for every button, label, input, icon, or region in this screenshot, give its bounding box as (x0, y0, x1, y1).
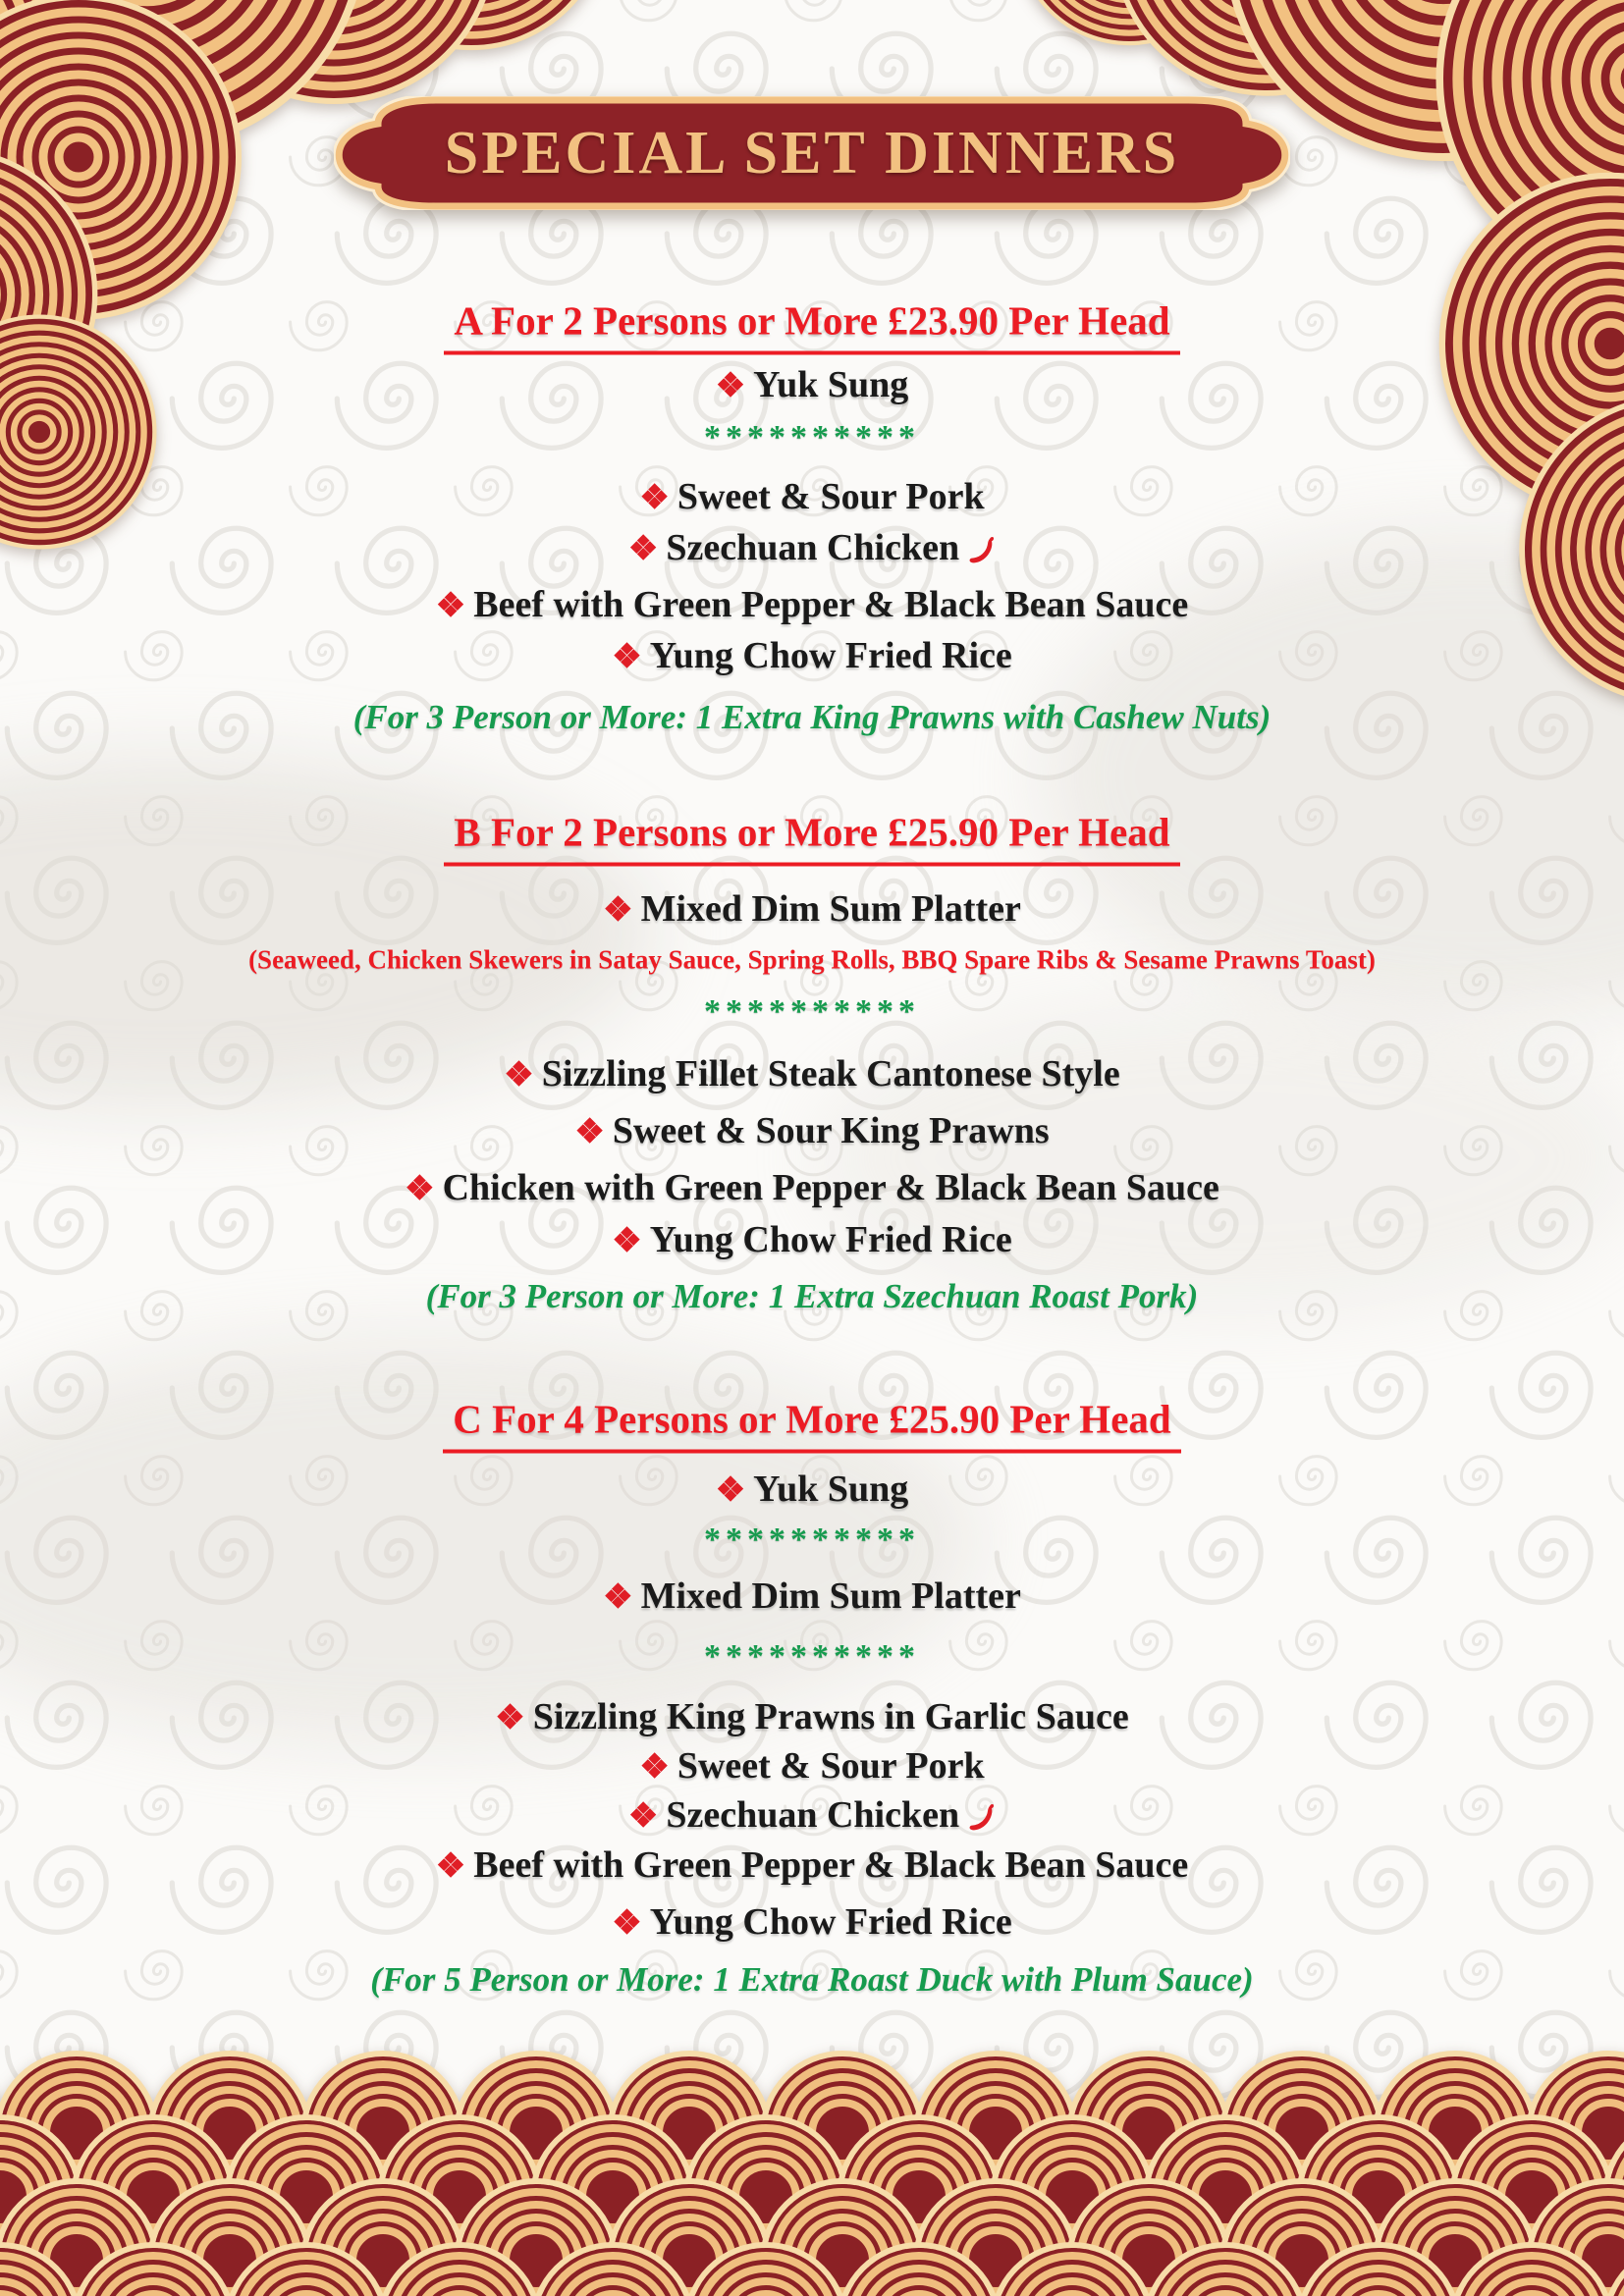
diamond-bullet-icon: ❖ (627, 531, 659, 567)
section-a-heading: A For 2 Persons or More £23.90 Per Head (0, 297, 1624, 355)
section-b-extra-note: (For 3 Person or More: 1 Extra Szechuan Roast Pork) (425, 1277, 1199, 1315)
dish-item: ❖ Szechuan Chicken (0, 1793, 1624, 1837)
diamond-bullet-icon: ❖ (639, 480, 670, 516)
divider-stars: ********** (704, 993, 920, 1030)
diamond-bullet-icon: ❖ (603, 1579, 633, 1616)
title-banner (334, 96, 1290, 210)
section-c-extra-note: (For 5 Person or More: 1 Extra Roast Duck with Plum Sauce) (370, 1960, 1254, 1999)
dish-item: ❖ Mixed Dim Sum Platter (603, 1575, 1021, 1617)
diamond-bullet-icon: ❖ (612, 1223, 642, 1259)
dish-item: ❖ Yung Chow Fried Rice (612, 635, 1012, 676)
dish-item: ❖ Sweet & Sour King Prawns (574, 1110, 1050, 1151)
dish-item: ❖ Yuk Sung (715, 364, 909, 405)
diamond-bullet-icon: ❖ (574, 1114, 605, 1150)
section-b-heading: B For 2 Persons or More £25.90 Per Head (0, 809, 1624, 867)
diamond-bullet-icon: ❖ (715, 1472, 746, 1509)
dish-item: ❖ Sizzling King Prawns in Garlic Sauce (495, 1696, 1129, 1737)
dim-sum-contents-note: (Seaweed, Chicken Skewers in Satay Sauce, Spring Rolls, BBQ Spare Ribs & Sesame Prawns Toast) (248, 944, 1376, 975)
divider-stars: ********** (704, 1522, 920, 1558)
page-title: SPECIAL SET DINNERS (444, 119, 1180, 187)
dish-item: ❖ Mixed Dim Sum Platter (603, 888, 1021, 930)
dish-item: ❖ Yung Chow Fried Rice (612, 1219, 1012, 1260)
dish-item: ❖ Yuk Sung (715, 1468, 909, 1510)
dish-item: ❖ Beef with Green Pepper & Black Bean Sauce (435, 1844, 1189, 1886)
dish-item: ❖ Beef with Green Pepper & Black Bean Sauce (435, 584, 1189, 625)
chili-pepper-icon (966, 1802, 996, 1832)
divider-stars: ********** (704, 1638, 920, 1675)
chili-pepper-icon (966, 535, 996, 564)
dish-item: ❖ Szechuan Chicken (0, 526, 1624, 569)
diamond-bullet-icon: ❖ (715, 368, 746, 404)
dish-item: ❖ Sizzling Fillet Steak Cantonese Style (504, 1053, 1120, 1095)
diamond-bullet-icon: ❖ (612, 639, 642, 675)
diamond-bullet-icon: ❖ (639, 1749, 670, 1786)
diamond-bullet-icon: ❖ (627, 1798, 659, 1835)
dish-item: ❖ Sweet & Sour Pork (639, 1745, 985, 1787)
diamond-bullet-icon: ❖ (495, 1700, 525, 1736)
section-c-heading: C For 4 Persons or More £25.90 Per Head (0, 1396, 1624, 1454)
diamond-bullet-icon: ❖ (603, 892, 633, 929)
diamond-bullet-icon: ❖ (612, 1905, 642, 1942)
diamond-bullet-icon: ❖ (504, 1057, 534, 1094)
diamond-bullet-icon: ❖ (435, 1848, 466, 1885)
diamond-bullet-icon: ❖ (405, 1171, 435, 1207)
dish-item: ❖ Chicken with Green Pepper & Black Bean Sauce (405, 1167, 1219, 1208)
divider-stars: ********** (704, 419, 920, 455)
dish-item: ❖ Sweet & Sour Pork (639, 476, 985, 517)
diamond-bullet-icon: ❖ (435, 588, 466, 624)
dish-item: ❖ Yung Chow Fried Rice (612, 1901, 1012, 1943)
section-a-extra-note: (For 3 Person or More: 1 Extra King Prawns with Cashew Nuts) (352, 698, 1272, 736)
